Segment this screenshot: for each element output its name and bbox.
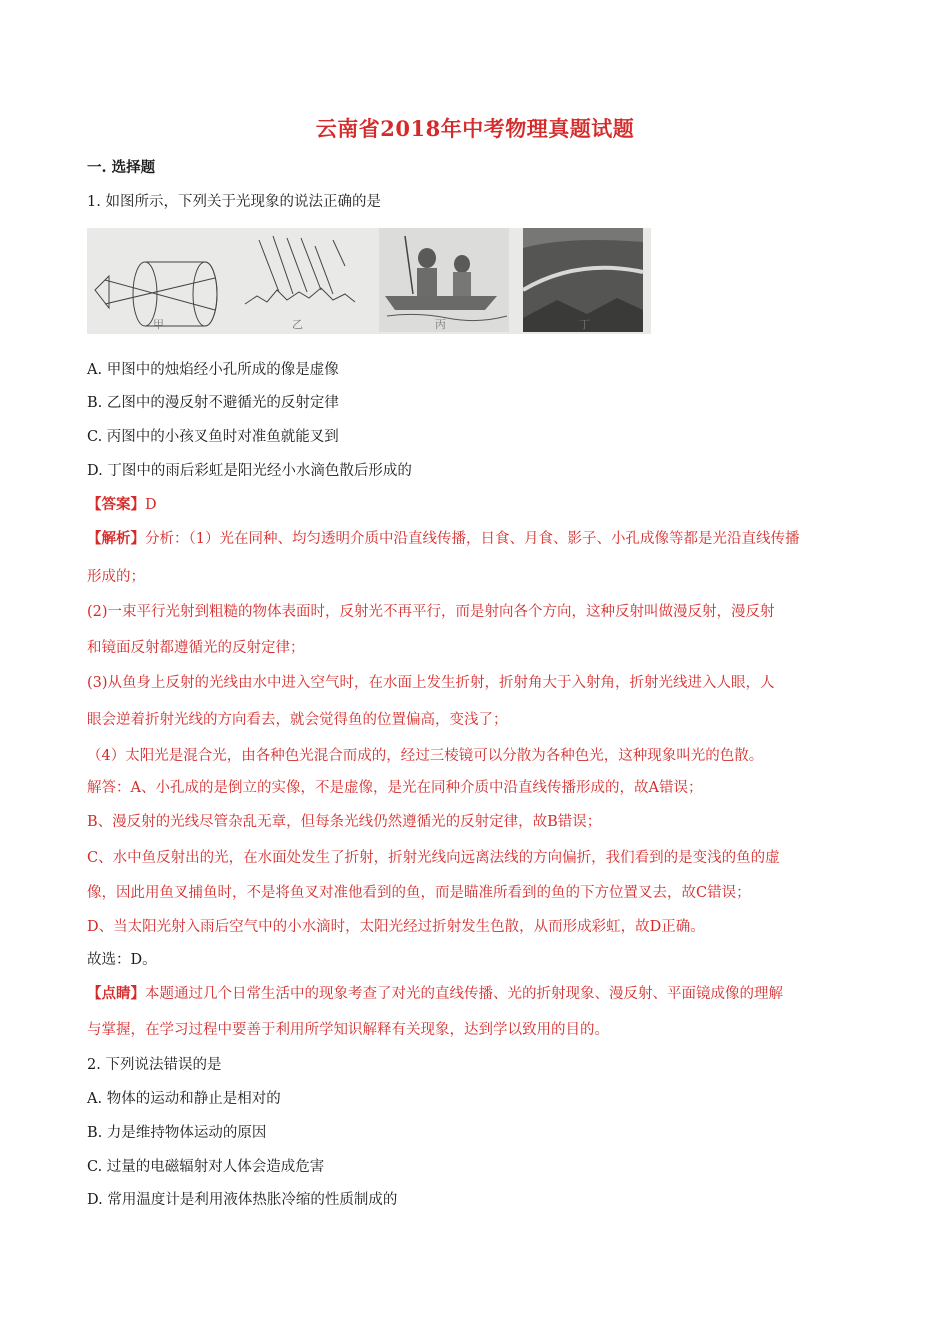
analysis-line: 解答：A、小孔成的是倒立的实像，不是虚像，是光在同种介质中沿直线传播形成的，故A错误； <box>87 780 703 796</box>
figure-label-jia: 甲 <box>153 318 164 331</box>
question-1-stem: 1. 如图所示，下列关于光现象的说法正确的是 <box>87 194 381 210</box>
analysis-line: 像，因此用鱼叉捕鱼时，不是将鱼叉对准他看到的鱼，而是瞄准所看到的鱼的下方位置叉去，故C错误； <box>87 885 751 901</box>
analysis-line: 眼会逆着折射光线的方向看去，就会觉得鱼的位置偏高，变浅了； <box>87 712 508 728</box>
question-1-figure <box>87 228 651 334</box>
question-2-option-d: D. 常用温度计是利用液体热胀冷缩的性质制成的 <box>87 1192 398 1208</box>
question-2-option-b: B. 力是维持物体运动的原因 <box>87 1125 267 1141</box>
document-title: 云南省2018年中考物理真题试题 <box>315 116 635 141</box>
analysis-line: （4）太阳光是混合光，由各种色光混合而成的，经过三棱镜可以分散为各种色光，这种现象叫光的色散。 <box>87 748 764 764</box>
answer-tag: 【答案】 <box>87 496 145 513</box>
section-heading: 一. 选择题 <box>87 159 156 176</box>
question-1-option-c: C. 丙图中的小孩叉鱼时对准鱼就能叉到 <box>87 429 339 445</box>
analysis-line: (2)一束平行光射到粗糙的物体表面时，反射光不再平行，而是射向各个方向，这种反射叫做漫反射，漫反射 <box>87 604 775 620</box>
question-1-answer <box>87 493 157 514</box>
analysis-line: C、水中鱼反射出的光，在水面处发生了折射，折射光线向远离法线的方向偏折，我们看到的是变浅的鱼的虚 <box>87 850 780 866</box>
question-1-option-a: A. 甲图中的烛焰经小孔所成的像是虚像 <box>87 362 339 378</box>
figure-label-bing: 丙 <box>435 318 446 331</box>
figure-label-ding: 丁 <box>579 318 590 331</box>
analysis-line: 【解析】分析：（1）光在同种、均匀透明介质中沿直线传播，日食、月食、影子、小孔成像等都是光沿直线传播 <box>87 530 800 547</box>
analysis-line: (3)从鱼身上反射的光线由水中进入空气时，在水面上发生折射，折射角大于入射角，折射光线进入人眼，人 <box>87 675 775 691</box>
question-1-option-d: D. 丁图中的雨后彩虹是阳光经小水滴色散后形成的 <box>87 463 412 479</box>
question-2-option-c: C. 过量的电磁辐射对人体会造成危害 <box>87 1159 325 1175</box>
analysis-line: D、当太阳光射入雨后空气中的小水滴时，太阳光经过折射发生色散，从而形成彩虹，故D正确。 <box>87 919 705 935</box>
comment-tag: 【点睛】 <box>87 985 145 1002</box>
question-2-stem: 2. 下列说法错误的是 <box>87 1057 222 1073</box>
comment-line: 【点睛】本题通过几个日常生活中的现象考查了对光的直线传播、光的折射现象、漫反射、平面镜成像的理解 <box>87 985 783 1002</box>
analysis-line: 形成的； <box>87 569 145 585</box>
diffuse-reflection-illustration <box>245 236 355 304</box>
figure-label-yi: 乙 <box>292 318 303 331</box>
question-1-choice: 故选：D。 <box>87 952 157 968</box>
analysis-tag: 【解析】 <box>87 530 145 547</box>
analysis-line: B、漫反射的光线尽管杂乱无章，但每条光线仍然遵循光的反射定律，故B错误； <box>87 814 602 830</box>
optics-illustrations <box>87 228 651 334</box>
question-1-option-b: B. 乙图中的漫反射不避循光的反射定律 <box>87 395 339 411</box>
comment-line: 与掌握，在学习过程中要善于利用所学知识解释有关现象，达到学以致用的目的。 <box>87 1022 609 1038</box>
analysis-line: 和镜面反射都遵循光的反射定律； <box>87 640 305 656</box>
answer-value: D <box>145 497 157 513</box>
question-2-option-a: A. 物体的运动和静止是相对的 <box>87 1091 281 1107</box>
